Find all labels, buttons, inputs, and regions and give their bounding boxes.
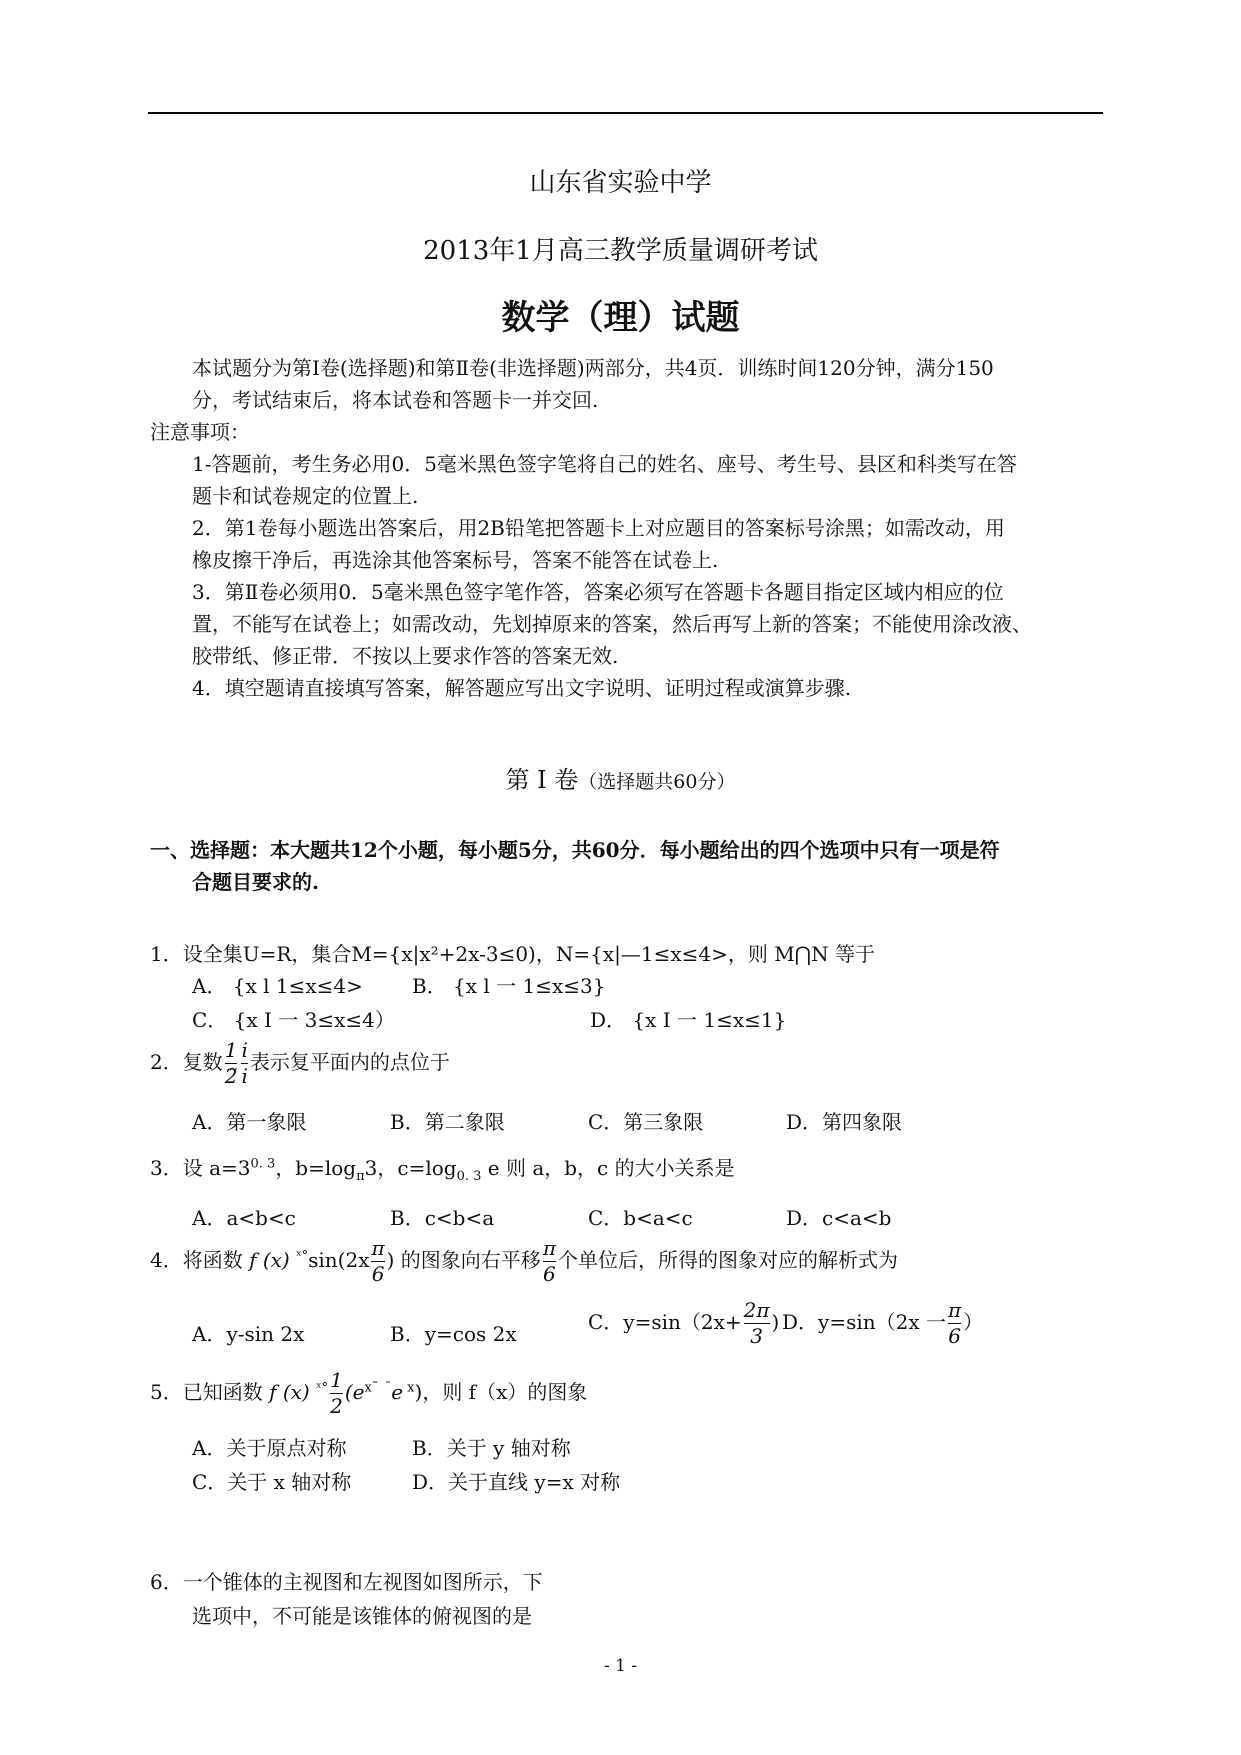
intro <box>150 352 1105 704</box>
part1-heading <box>0 760 1241 795</box>
q4-d-den: 6 <box>948 1324 961 1348</box>
q4-d-num: π <box>948 1298 962 1322</box>
q1-option-d: D． {x I 一 1≤x≤1} <box>590 1008 787 1032</box>
q3-option-b: B．c<b<a <box>390 1206 495 1230</box>
page-number: - 1 - <box>603 1656 638 1676</box>
q5-part-5: )，则 f（x）的图象 <box>414 1380 588 1404</box>
q4-part-3: ) 的图象向右平移 <box>386 1248 541 1272</box>
q6-line-1: 6．一个锥体的主视图和左视图如图所示，下 <box>150 1570 543 1594</box>
q2-tail: 表示复平面内的点位于 <box>249 1050 450 1074</box>
q4-part-4: 个单位后，所得的图象对应的解析式为 <box>557 1248 898 1272</box>
q4-d-fraction <box>948 1300 961 1347</box>
q4-c-den: 3 <box>750 1324 763 1348</box>
q4-d-part-1: D．y=sin（2x 一 <box>782 1310 946 1334</box>
q4-fraction-2 <box>543 1238 556 1285</box>
q4-d-part-2: ） <box>963 1310 984 1334</box>
section1-heading <box>150 834 1105 898</box>
note-3c: 胶带纸、修正带．不按以上要求作答的答案无效. <box>192 644 619 668</box>
note-1b: 题卡和试卷规定的位置上. <box>192 484 419 508</box>
q2-f1-den: 2̃ <box>224 1064 238 1088</box>
q3-part-1: 3．设 a=3 <box>150 1156 251 1180</box>
note-3b: 置，不能写在试卷上；如需改动，先划掉原来的答案，然后再写上新的答案；不能使用涂改液、 <box>192 612 1032 636</box>
q4-option-c <box>588 1300 779 1347</box>
q4-stem <box>150 1238 898 1285</box>
q5-part-4: e <box>391 1380 404 1404</box>
q2-f1-num: 1 <box>224 1038 238 1062</box>
q3-exponent: 0. 3 <box>250 1156 276 1172</box>
q4-part-2: sin(2x <box>308 1248 370 1272</box>
q2-option-c: C．第三象限 <box>588 1110 704 1134</box>
q3-part-4: e 则 a，b，c 的大小关系是 <box>481 1156 735 1180</box>
q2-f2-den: i <box>241 1064 248 1088</box>
q5-option-c: C．关于 x 轴对称 <box>192 1470 352 1494</box>
q5-function: f (x) <box>269 1380 317 1404</box>
q3-part-3: 3，c=log <box>364 1156 457 1180</box>
q5-equals-mark: ˣ° <box>316 1380 329 1396</box>
note-4: 4．填空题请直接填写答案，解答题应写出文字说明、证明过程或演算步骤. <box>192 676 852 700</box>
q4-fraction-1 <box>371 1238 384 1285</box>
q4-option-b: B．y=cos 2x <box>390 1322 517 1346</box>
q1-option-b: B． {x l 一 1≤x≤3} <box>412 974 606 998</box>
q4-c-fraction <box>744 1300 770 1347</box>
q5-f-den: 2 <box>330 1394 343 1418</box>
q3-stem <box>150 1152 735 1184</box>
q4-f1-num: π <box>371 1236 385 1260</box>
q3-option-a: A．a<b<c <box>192 1206 296 1230</box>
q2-f2-num: i <box>241 1038 248 1062</box>
q1-stem: 1．设全集U=R，集合M={x|x²+2x-3≤0)，N={x|—1≤x≤4>，则 M⋂N 等于 <box>150 942 875 966</box>
part1-title: 第 I 卷 <box>505 766 579 794</box>
q4-f1-den: 6 <box>371 1262 385 1286</box>
q5-part-1: 5．已知函数 <box>150 1380 270 1404</box>
q6-line-2: 选项中，不可能是该锥体的俯视图的是 <box>192 1604 532 1628</box>
q4-f2-den: 6 <box>543 1262 556 1286</box>
note-1a: 1-答题前，考生务必用0．5毫米黑色签字笔将自己的姓名、座号、考生号、县区和科类写在答 <box>192 452 1017 476</box>
q4-c-part-1: C．y=sin（2x+ <box>588 1310 742 1334</box>
q1-option-a: A． {x l 1≤x≤4> <box>192 974 363 998</box>
section1-line-1: 一、选择题：本大题共12个小题，每小题5分，共60分．每小题给出的四个选项中只有一项是符 <box>150 838 1000 862</box>
q2-number: 2．复数 <box>150 1050 223 1074</box>
q5-exp-3: x <box>403 1380 415 1396</box>
q4-equals-mark: ˣ° <box>296 1248 309 1264</box>
school-title: 山东省实验中学 <box>529 168 712 198</box>
q1-option-c: C． {x I 一 3≤x≤4） <box>192 1008 395 1032</box>
q4-part-1: 4．将函数 <box>150 1248 250 1272</box>
section1-line-2: 合题目要求的. <box>192 870 319 894</box>
q5-stem <box>150 1370 587 1417</box>
top-rule <box>148 112 1103 114</box>
intro-line-1: 本试题分为第Ⅰ卷(选择题)和第Ⅱ卷(非选择题)两部分，共4页．训练时间120分钟，满分150 <box>192 356 994 380</box>
q2-fraction-2 <box>241 1040 247 1087</box>
exam-title: 2013年1月高三教学质量调研考试 <box>423 236 818 266</box>
q3-part-2: ，b=log <box>275 1156 357 1180</box>
q5-fraction <box>330 1370 343 1417</box>
intro-line-2: 分，考试结束后，将本试卷和答题卡一并交回. <box>192 388 599 412</box>
q2-option-b: B．第二象限 <box>390 1110 505 1134</box>
part1-subtitle: （选择题共60分） <box>578 771 736 793</box>
q4-c-num: 2π <box>743 1298 770 1322</box>
q2-option-a: A．第一象限 <box>192 1110 307 1134</box>
note-3a: 3．第Ⅱ卷必须用0．5毫米黑色签字笔作答，答案必须写在答题卡各题目指定区域内相应的位 <box>192 580 1004 604</box>
q4-option-a: A．y-sin 2x <box>192 1322 305 1346</box>
q3-option-d: D．c<a<b <box>786 1206 892 1230</box>
q4-f2-num: π <box>542 1236 556 1260</box>
q4-option-d <box>782 1300 983 1347</box>
q5-exp-2: ˉ <box>384 1380 392 1396</box>
q5-part-2: (e <box>344 1380 365 1404</box>
q3-log-base-2: 0. 3 <box>456 1169 482 1184</box>
q5-exp-1: x˜ <box>364 1380 379 1396</box>
q4-function: f (x) <box>249 1248 297 1272</box>
q4-c-part-2: ) <box>771 1310 780 1334</box>
q5-option-a: A．关于原点对称 <box>192 1436 347 1460</box>
q5-f-num: 1 <box>330 1368 343 1392</box>
q3-option-c: C．b<a<c <box>588 1206 693 1230</box>
notes-title: 注意事项： <box>150 420 250 444</box>
q5-option-d: D．关于直线 y=x 对称 <box>412 1470 621 1494</box>
q2-fraction-1 <box>225 1040 238 1087</box>
subject-title: 数学（理）试题 <box>501 298 740 338</box>
q5-option-b: B．关于 y 轴对称 <box>412 1436 571 1460</box>
note-2b: 橡皮擦干净后，再选涂其他答案标号，答案不能答在试卷上. <box>192 548 719 572</box>
note-2a: 2．第1卷每小题选出答案后，用2B铅笔把答题卡上对应题目的答案标号涂黑；如需改动，用 <box>192 516 1005 540</box>
q2-option-d: D．第四象限 <box>786 1110 903 1134</box>
q3-log-base-1: π <box>356 1169 365 1184</box>
q2-stem <box>150 1040 450 1087</box>
